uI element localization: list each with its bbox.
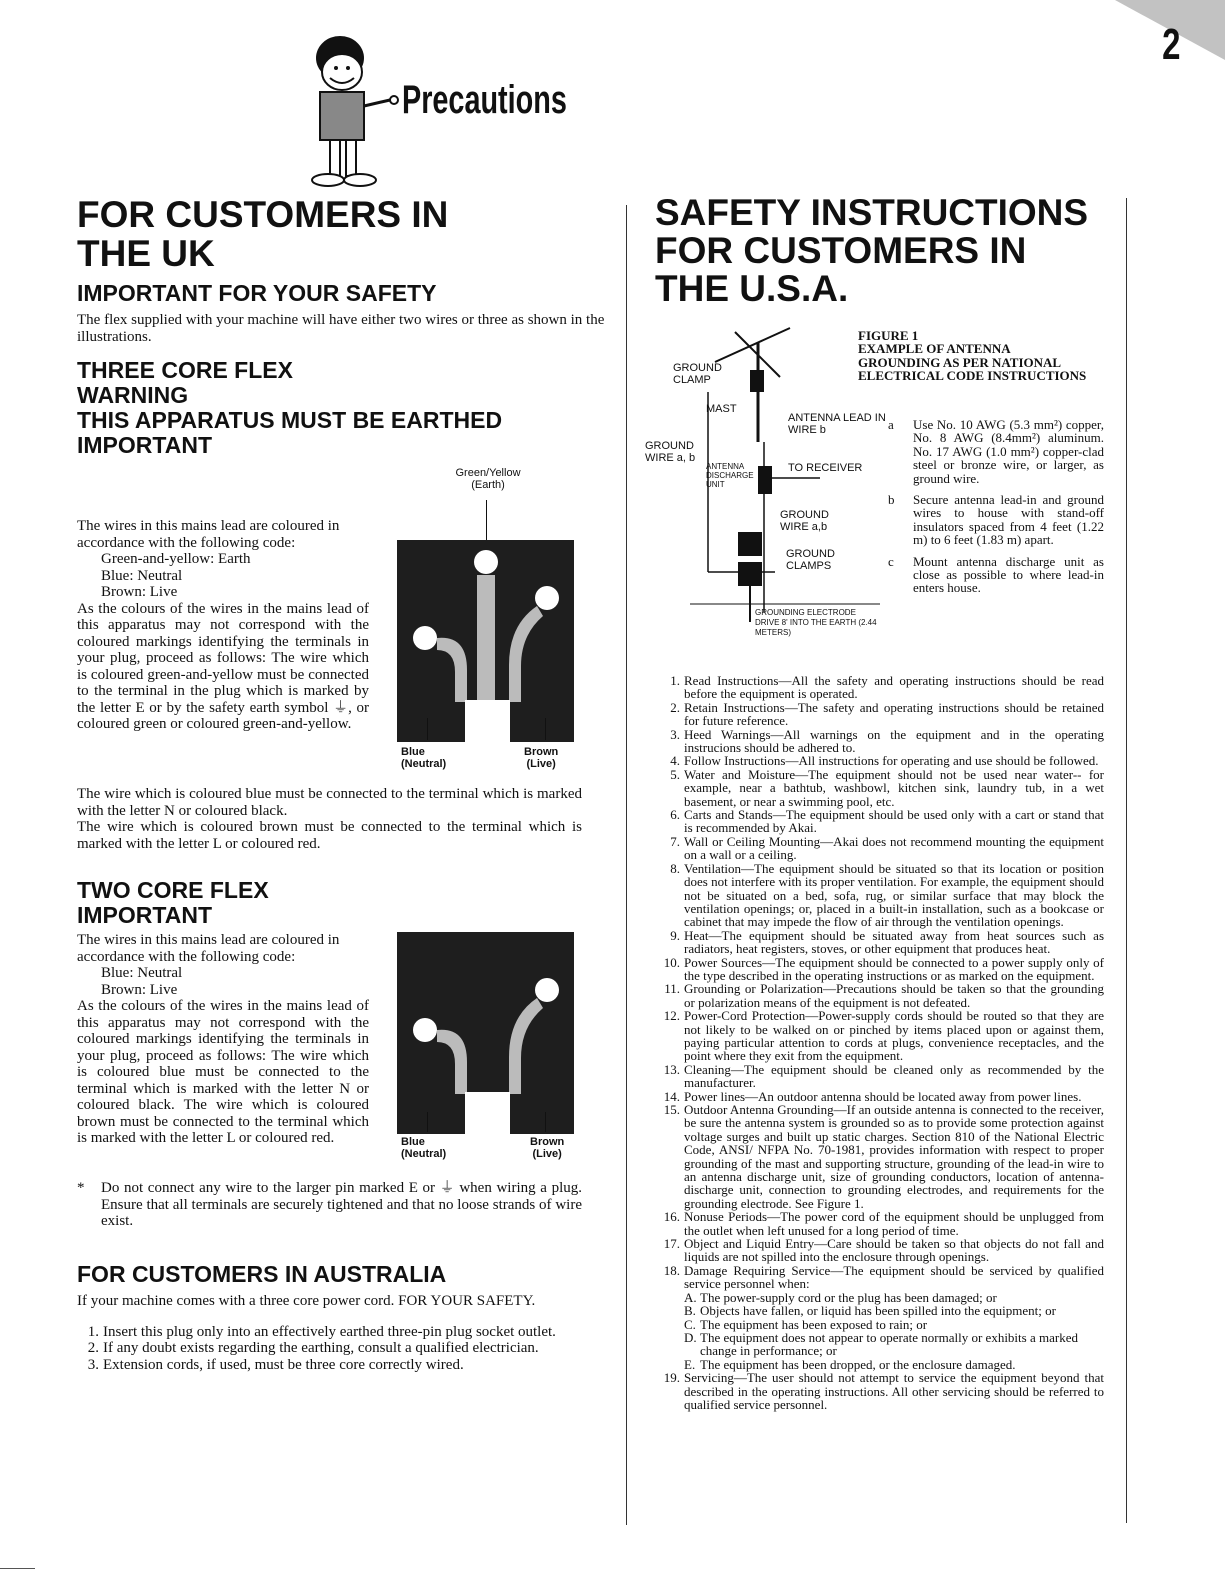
australia-list [77, 1324, 582, 1374]
uk-important: IMPORTANT FOR YOUR SAFETY [77, 280, 437, 306]
two-core-plug-diagram [397, 932, 574, 1134]
list-item: 16. Nonuse Periods—The power cord of the equipment should be unplugged from the outlet when left unused for a long period of time. [663, 1209, 1104, 1238]
ground-clamp-label: GROUND CLAMP [673, 362, 722, 386]
list-item: 3. Extension cords, if used, must be three core correctly wired. [87, 1356, 464, 1373]
list-item: 13. Cleaning—The equipment should be cleaned only as recommended by the manufacturer. [663, 1061, 1104, 1091]
two-core-text: The wires in this mains lead are coloured in accordance with the following code: Blue: Neutral Brown: Live As the colours of the wires in the mains lead of this apparatus may not correspond with the coloured markings identifying the terminals in your plug, proceed as follows: The wire which is coloured blue must be connected to the terminal which is marked with the letter N or coloured black. The wire which is coloured brown must be connected to the terminal which is marked with the letter L or coloured red. [77, 932, 369, 1146]
damage-sublist: A. The power-supply cord or the plug has been damaged; or B. Objects have fallen, or liquid has been spilled into the equipment; or C. The equipment has been exposed to rain; or D. The equipment does not appear to operate normally or exhibits a marked change in performance; or E. The equipment has been dropped, or the enclosure damaged. [684, 1289, 1078, 1372]
brown-live-label: Brown (Live) [524, 746, 559, 770]
mascot-illustration [290, 30, 400, 190]
three-core-blue-rule: The wire which is coloured blue must be connected to the terminal which is marked with the letter N or coloured black. The wire which is coloured brown must be connected to the terminal which is marked with the letter L or coloured red. [77, 786, 582, 852]
page-edge-mark [0, 1568, 35, 1569]
two-core-blue-label: Blue (Neutral) [401, 1136, 447, 1160]
column-divider [626, 205, 627, 1525]
australia-intro: If your machine comes with a three core power cord. FOR YOUR SAFETY. [77, 1293, 536, 1309]
list-item: 10. Power Sources—The equipment should be connected to a power supply only of the type described in the operating instructions or as marked on the equipment. [663, 954, 1104, 983]
electrode-label: GROUNDING ELECTRODE DRIVE 8' INTO THE EARTH (2.44 METERS) [755, 608, 877, 637]
column-divider-right [1126, 198, 1127, 1523]
usa-title: SAFETY INSTRUCTIONS FOR CUSTOMERS IN THE U.S.A. [655, 192, 1089, 309]
list-item: 15. Outdoor Antenna Grounding—If an outside antenna is connected to the receiver, be sure the antenna system is grounded so as to provide some protection against voltage surges and built up static charges. Section 810 of the National Electric Code, ANSI/ NFPA No. 70-1981, provides information with respect to proper grounding of the mast and supporting structure, grounding of the lead-in wire to an antenna discharge unit, size of grounding conductors, location of antenna-discharge unit, connection to grounding electrodes, and requirements for the grounding electrode. See Figure 1. [663, 1102, 1104, 1211]
list-item: 14. Power lines—An outdoor antenna should be located away from power lines. [663, 1088, 1082, 1104]
figure-caption: FIGURE 1 EXAMPLE OF ANTENNA GROUNDING AS PER NATIONAL ELECTRICAL CODE INSTRUCTIONS [858, 328, 1087, 384]
list-item: 8. Ventilation—The equipment should be situated so that its location or position does not interfere with its proper ventilation. For example, the equipment should not be situated on a bed, sofa, rug, or similar surface that may block the ventilation openings; or, placed in a built-in installation, such as a bookcase or cabinet that may impede the flow of air through the ventilation openings. [670, 860, 1104, 930]
uk-title: FOR CUSTOMERS IN THE UK [77, 194, 449, 274]
list-item: 4. Follow Instructions—All instructions for operating and use should be followed. [670, 753, 1099, 769]
australia-title: FOR CUSTOMERS IN AUSTRALIA [77, 1261, 447, 1287]
ground-wire-ab-label: GROUND WIRE a,b [780, 509, 829, 533]
figure-notes: a Use No. 10 AWG (5.3 mm²) copper, No. 8 AWG (8.4mm²) aluminum. No. 17 AWG (1.0 mm²) copper-clad steel or bronze wire, or larger, as ground wire. b Secure antenna lead-in and ground wires to house with stand-off insulators spaced from 4 feet (1.22 m) to 6 feet (1.83 m) apart. c Mount antenna discharge unit as close as possible to where lead-in enters house. [888, 417, 1104, 596]
to-receiver-label: TO RECEIVER [788, 462, 863, 474]
discharge-unit-label: ANTENNA DISCHARGE UNIT [706, 462, 754, 489]
list-item: 5. Water and Moisture—The equipment should not be used near water-- for example, near a bathtub, washbowl, kitchen sink, laundry tub, in a wet basement, or near a swimming pool, etc. [670, 766, 1104, 809]
list-item: 3. Heed Warnings—All warnings on the equipment and in the operating instrucions should be adhered to. [670, 726, 1104, 756]
blue-neutral-label: Blue (Neutral) [401, 746, 447, 770]
earth-label: Green/Yellow (Earth) [455, 467, 521, 491]
list-item: 18. Damage Requiring Service—The equipment should be serviced by qualified service personnel when: A. The power-supply cord or the plug has been damaged; or B. Objects have fallen, or liquid has been spilled into the equipment; or C. The equipment has been exposed to rain; or D. The equipment does not appear to operate normally or exhibits a marked change in performance; or E. The equipment has been dropped, or the enclosure damaged. [663, 1262, 1104, 1372]
list-item: 9. Heat—The equipment should be situated away from heat sources such as radiators, heat registers, stoves, or other equipment that produces heat. [670, 927, 1104, 957]
antenna-lead-label: ANTENNA LEAD IN WIRE b [788, 412, 886, 436]
list-item: 19. Servicing—The user should not attempt to service the equipment beyond that described in the operating instructions. All other servicing should be referred to qualified service personnel. [663, 1370, 1104, 1412]
uk-intro: The flex supplied with your machine will have either two wires or three as shown in the illustrations. [77, 312, 605, 345]
header-title: Precautions [402, 78, 567, 122]
list-item: 7. Wall or Ceiling Mounting—Akai does not recommend mounting the equipment on a wall or a ceiling. [670, 833, 1104, 863]
list-item: 1. Insert this plug only into an effectively earthed three-pin plug socket outlet. [87, 1323, 556, 1340]
three-core-text: The wires in this mains lead are coloured in accordance with the following code: Green-and-yellow: Earth Blue: Neutral Brown: Live As the colours of the wires in the mains lead of this apparatus may not correspond with the coloured markings identifying the terminals in your plug, proceed as follows: The wire which is coloured green-and-yellow must be connected to the terminal in the plug which is marked by the letter E or by the safety earth symbol ⏚, or coloured green or coloured green-and-yellow. [77, 518, 369, 732]
list-item: 11. Grounding or Polarization—Precautions should be taken so that the grounding or polarization means of the equipment is not defeated. [664, 981, 1104, 1010]
ground-wire-label: GROUND WIRE a, b [645, 440, 696, 464]
list-item: 6. Carts and Stands—The equipment should be used only with a cart or stand that is recommended by Akai. [670, 807, 1104, 836]
three-core-heading: THREE CORE FLEX WARNING THIS APPARATUS MUST BE EARTHED IMPORTANT [77, 357, 503, 458]
list-item: 2. If any doubt exists regarding the earthing, consult a qualified electrician. [87, 1340, 539, 1356]
mast-label: MAST [706, 403, 737, 415]
list-item: 17. Object and Liquid Entry—Care should be taken so that objects do not fall and liquids are not spilled into the enclosure through openings. [663, 1236, 1104, 1265]
list-item: 2. Retain Instructions—The safety and operating instructions should be retained for future reference. [670, 699, 1104, 729]
list-item: 12. Power-Cord Protection—Power-supply cords should be routed so that they are not likely to be walked on or pinched by items placed upon or against them, paying particular attention to cords at plugs, convenience receptacles, and the point where they exit from the equipment. [663, 1008, 1104, 1064]
three-core-plug-diagram [397, 540, 574, 742]
list-item: 1. Read Instructions—All the safety and operating instructions should be read before the equipment is operated. [670, 673, 1104, 702]
page-number: 2 [1161, 20, 1180, 69]
earth-pointer [486, 500, 487, 542]
two-core-heading: TWO CORE FLEX IMPORTANT [77, 877, 269, 928]
two-core-brown-label: Brown (Live) [530, 1136, 565, 1160]
ground-clamps-label: GROUND CLAMPS [786, 548, 835, 572]
plug-note: * Do not connect any wire to the larger pin marked E or ⏚ when wiring a plug. Ensure that all terminals are securely tightened and that no loose strands of wire exist. [77, 1180, 582, 1229]
usa-safety-list [658, 674, 1104, 1411]
